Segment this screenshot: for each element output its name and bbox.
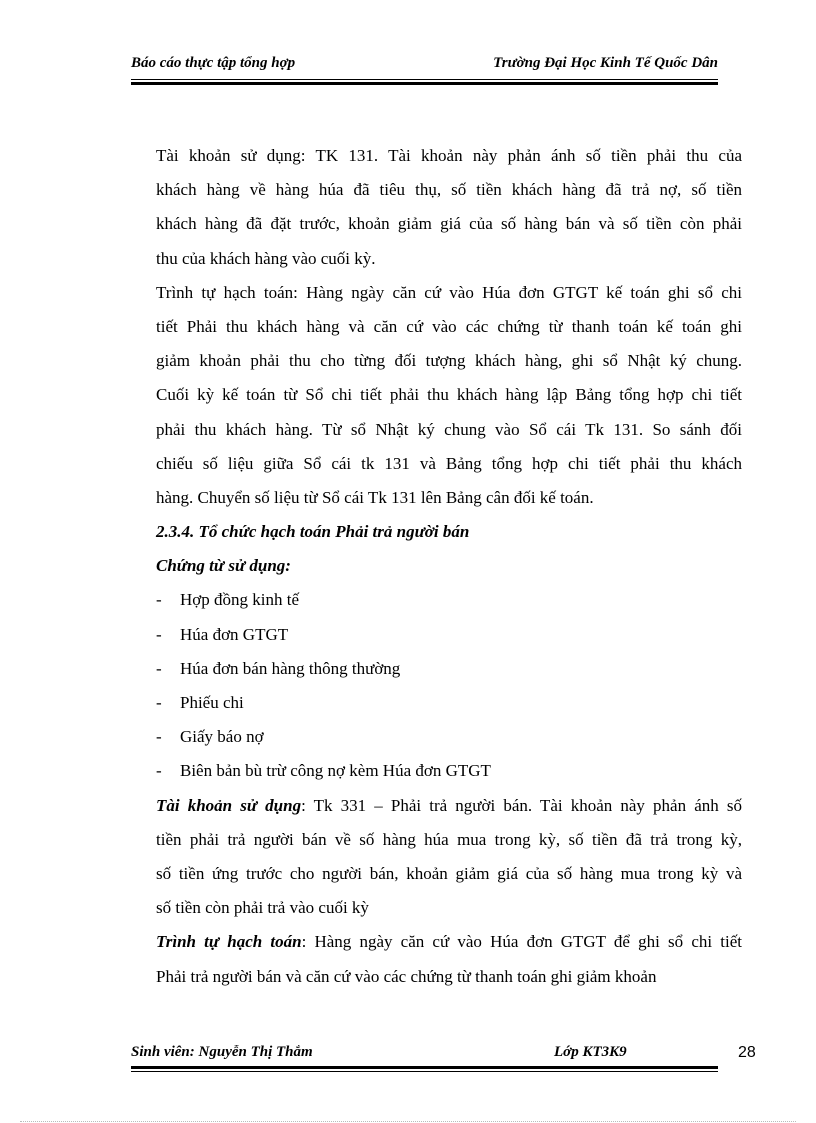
paragraph-line: tiết Phải thu khách hàng và căn cứ vào các chứng từ thanh toán kế toán ghi [156,316,742,336]
paragraph-line: Cuối kỳ kế toán từ Sổ chi tiết phải thu khách hàng lập Bảng tổng hợp chi tiết [156,385,742,405]
list-item [156,754,742,788]
header-rule-thin [131,79,718,80]
bullet-dash: - [156,624,162,644]
paragraph-line: khách hàng về hàng húa đã tiêu thụ, số tiền khách hàng đã trả nợ, số tiền [156,180,742,200]
account-text: : Tk 331 – Phải trả người bán. Tài khoản này phản ánh số [301,795,742,815]
list-item [156,618,742,652]
paragraph-line: chiếu số liệu giữa Sổ cái tk 131 và Bảng tổng hợp chi tiết phải thu khách [156,453,742,473]
account-label: Tài khoản sử dụng [156,795,302,815]
list-item [156,583,742,617]
footer-rule-thin [131,1071,718,1072]
paragraph-line [156,789,742,823]
header-university: Trường Đại Học Kinh Tế Quốc Dân [493,55,718,71]
docs-heading: Chứng từ sử dụng: [156,556,291,576]
paragraph-line: thu của khách hàng vào cuối kỳ. [156,248,376,268]
paragraph-line: Tài khoản sử dụng: TK 131. Tài khoản này phản ánh số tiền phải thu của [156,146,742,165]
list-item-text: Biên bản bù trừ công nợ kèm Húa đơn GTGT [180,761,491,781]
paragraph-line [156,925,742,959]
paragraph-line: Phải trả người bán và căn cứ vào các chứng từ thanh toán ghi giảm khoản [156,966,657,986]
footer-student: Sinh viên: Nguyễn Thị Thắm [131,1044,313,1060]
list-item-text: Phiếu chi [180,693,244,712]
page-number: 28 [738,1044,756,1061]
page-content [156,139,742,994]
list-item-text: Hợp đồng kinh tế [180,590,300,610]
list-item-text: Giấy báo nợ [180,727,264,747]
paragraph-line: số tiền còn phải trả vào cuối kỳ [156,898,369,918]
paragraph-line: giảm khoản phải thu cho từng đối tượng khách hàng, ghi sổ Nhật ký chung. [156,351,742,371]
list-item [156,652,742,686]
bullet-dash: - [156,761,162,781]
bullet-dash: - [156,693,162,712]
paragraph-line: phải thu khách hàng. Từ sổ Nhật ký chung vào Sổ cái Tk 131. So sánh đối [156,419,742,439]
paragraph-line: số tiền ứng trước cho người bán, khoản giảm giá của số hàng mua trong kỳ và [156,863,742,883]
paragraph-line: tiền phải trả người bán về số hàng húa mua trong kỳ, số tiền đã trả trong kỳ, [156,829,742,849]
paragraph-line: Trình tự hạch toán: Hàng ngày căn cứ vào Húa đơn GTGT kế toán ghi sổ chi [156,282,742,302]
page-header [131,52,718,80]
paragraph-line: hàng. Chuyển số liệu từ Sổ cái Tk 131 lên Bảng cân đối kế toán. [156,487,594,507]
section-heading: 2.3.4. Tổ chức hạch toán Phải trả người bán [156,522,470,542]
list-item-text: Húa đơn bán hàng thông thường [180,658,401,678]
paragraph-line: khách hàng đã đặt trước, khoản giảm giá của số hàng bán và số tiền còn phải [156,214,742,234]
bullet-dash: - [156,658,162,678]
page-footer [131,1044,718,1068]
list-item [156,686,742,720]
bullet-dash: - [156,727,162,747]
procedure-text: : Hàng ngày căn cứ vào Húa đơn GTGT để ghi sổ chi tiết [301,932,742,952]
header-rule-thick [131,82,718,85]
procedure-label: Trình tự hạch toán [156,932,302,952]
list-item [156,720,742,754]
footer-class: Lớp KT3K9 [554,1044,627,1060]
list-item-text: Húa đơn GTGT [180,624,289,644]
header-report-title: Báo cáo thực tập tổng hợp [131,55,296,71]
page-edge-divider [20,1121,796,1122]
bullet-dash: - [156,590,162,610]
